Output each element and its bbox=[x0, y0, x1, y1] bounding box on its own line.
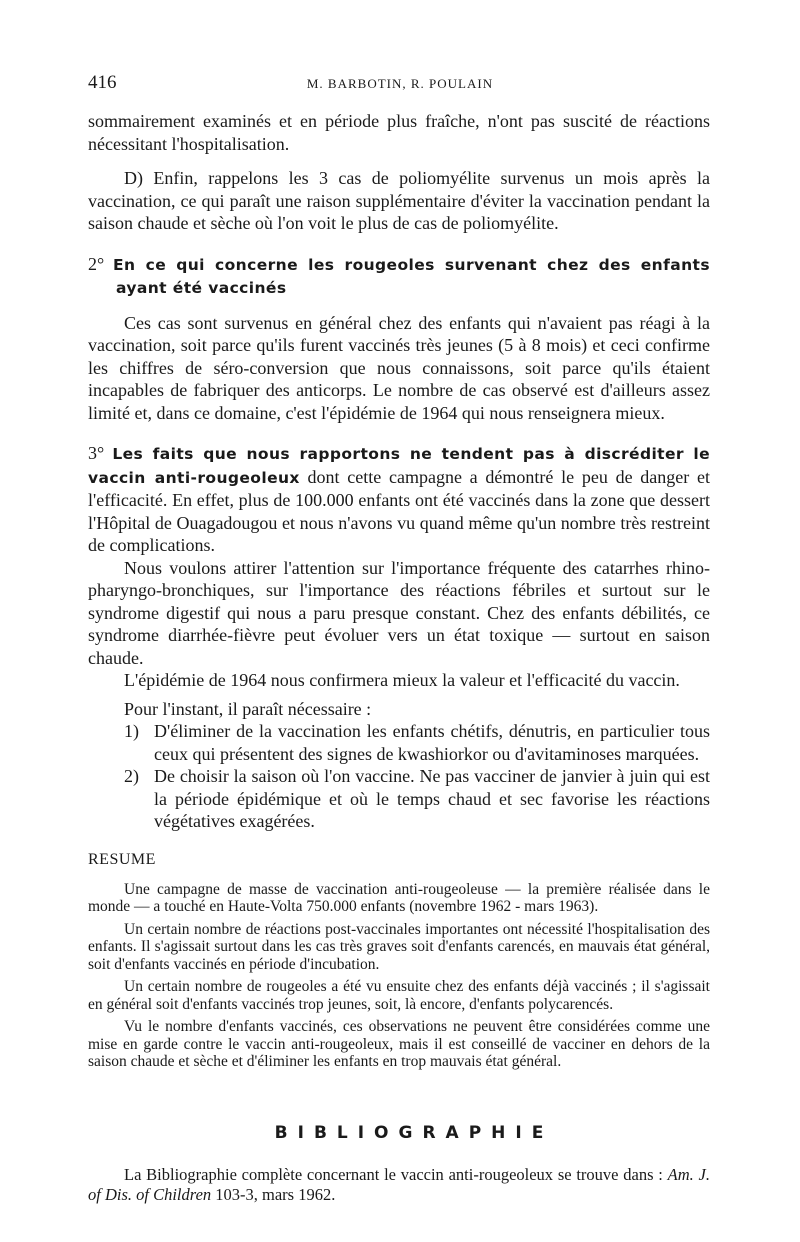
section-3-text: dont cette campagne a démontré le peu de danger et l'efficacité. En effet, plus de 100.000 enfants ont été vaccinés dans la zone que dessert l'Hôpital de Ouagadougou et nous n'avons vu quand même qu'un nombre très restreint de complications. bbox=[88, 466, 710, 555]
section-3-paragraph bbox=[88, 442, 710, 557]
journal-title: Am. J. of Dis. of Children bbox=[88, 1164, 710, 1204]
list-item-number: 2) bbox=[124, 766, 139, 786]
resume-heading: RESUME bbox=[88, 850, 156, 868]
section-2-title: En ce qui concerne les rougeoles survenant chez des enfants ayant été vaccinés bbox=[113, 255, 710, 297]
section-2-number: 2° bbox=[88, 253, 105, 274]
bibliography-text: La Bibliographie complète concernant le vaccin anti-rougeoleux se trouve dans : bbox=[124, 1164, 668, 1184]
bibliography-reference bbox=[88, 1165, 710, 1205]
list-item-text: De choisir la saison où l'on vaccine. Ne pas vacciner de janvier à juin qui est la période épidémique et où le temps chaud et sec favorise les réactions végétatives exagérées. bbox=[154, 766, 710, 831]
resume-summary bbox=[88, 881, 710, 1071]
resume-paragraph: Une campagne de masse de vaccination anti-rougeoleuse — la première réalisée dans le monde — a touché en Haute-Volta 750.000 enfants (novembre 1962 - mars 1963). bbox=[88, 880, 710, 915]
list-item bbox=[124, 765, 710, 833]
bibliography-heading: BIBLIOGRAPHIE bbox=[274, 1122, 554, 1143]
paragraph-epidemie: L'épidémie de 1964 nous confirmera mieux la valeur et l'efficacité du vaccin. bbox=[124, 670, 680, 690]
paragraph-instant: Pour l'instant, il paraît nécessaire : bbox=[124, 698, 372, 719]
paragraph-attirer: Nous voulons attirer l'attention sur l'importance fréquente des catarrhes rhino-pharyngo-bronchiques, sur l'importance des réactions fébriles et surtout sur le syndrome digestif qui nous a paru presque constant. Chez des enfants débilités, ce syndrome diarrhée-fièvre peut évoluer vers un état toxique — surtout en saison chaude. bbox=[88, 557, 710, 668]
section-2-heading bbox=[88, 253, 710, 300]
section-3-title: Les faits que nous rapportons ne tendent pas à discréditer le vaccin anti-rougeoleux bbox=[88, 445, 711, 487]
page-header bbox=[88, 72, 712, 96]
bibliography-citation: 103-3, mars 1962. bbox=[211, 1184, 336, 1204]
list-item bbox=[124, 720, 710, 765]
section-3-number: 3° bbox=[88, 443, 105, 463]
paragraph-d: D) Enfin, rappelons les 3 cas de poliomyélite survenus un mois après la vaccination, ce qui paraît une raison supplémentaire d'éviter la vaccination pendant la saison chaude et sèche où l'on voit le plus de cas de poliomyélite. bbox=[88, 168, 710, 233]
article-body bbox=[88, 110, 710, 1205]
list-item-text: D'éliminer de la vaccination les enfants chétifs, dénutris, en particulier tous ceux qui présentent des signes de kwashiorkor ou d'avitaminoses marquées. bbox=[154, 721, 710, 764]
list-item-number: 1) bbox=[124, 721, 139, 741]
resume-paragraph: Un certain nombre de réactions post-vaccinales importantes ont nécessité l'hospitalisation des enfants. Il s'agissait surtout dans les cas très graves soit d'enfants carencés, en mauvais état général, soit d'enfants vaccinés en période d'incubation. bbox=[88, 920, 710, 973]
resume-paragraph: Vu le nombre d'enfants vaccinés, ces observations ne peuvent être considérées comme une mise en garde contre le vaccin anti-rougeoleux, mais il est conseillé de vacciner en dehors de la saison chaude et sèche et d'éliminer les enfants en trop mauvais état général. bbox=[88, 1018, 710, 1070]
section-2-paragraph: Ces cas sont survenus en général chez des enfants qui n'avaient pas réagi à la vaccination, soit parce qu'ils furent vaccinés très jeunes (5 à 8 mois) et ceci confirme les chiffres de séro-conversion que nous connaissons, soit parce qu'ils étaient incapables de fabriquer des anticorps. Le nombre de cas observé est d'ailleurs assez limité et, dans ce domaine, c'est l'épidémie de 1964 qui nous renseignera mieux. bbox=[88, 312, 710, 423]
resume-paragraph: Un certain nombre de rougeoles a été vu ensuite chez des enfants déjà vaccinés ; il s'agissait en général soit d'enfants vaccinés trop jeunes, soit, là encore, d'enfants polycarencés. bbox=[88, 978, 710, 1013]
page-number: 416 bbox=[88, 72, 117, 93]
paragraph-continuation: sommairement examinés et en période plus fraîche, n'ont pas suscité de réactions nécessitant l'hospitalisation. bbox=[88, 111, 710, 154]
running-head: M. BARBOTIN, R. POULAIN bbox=[306, 76, 494, 91]
